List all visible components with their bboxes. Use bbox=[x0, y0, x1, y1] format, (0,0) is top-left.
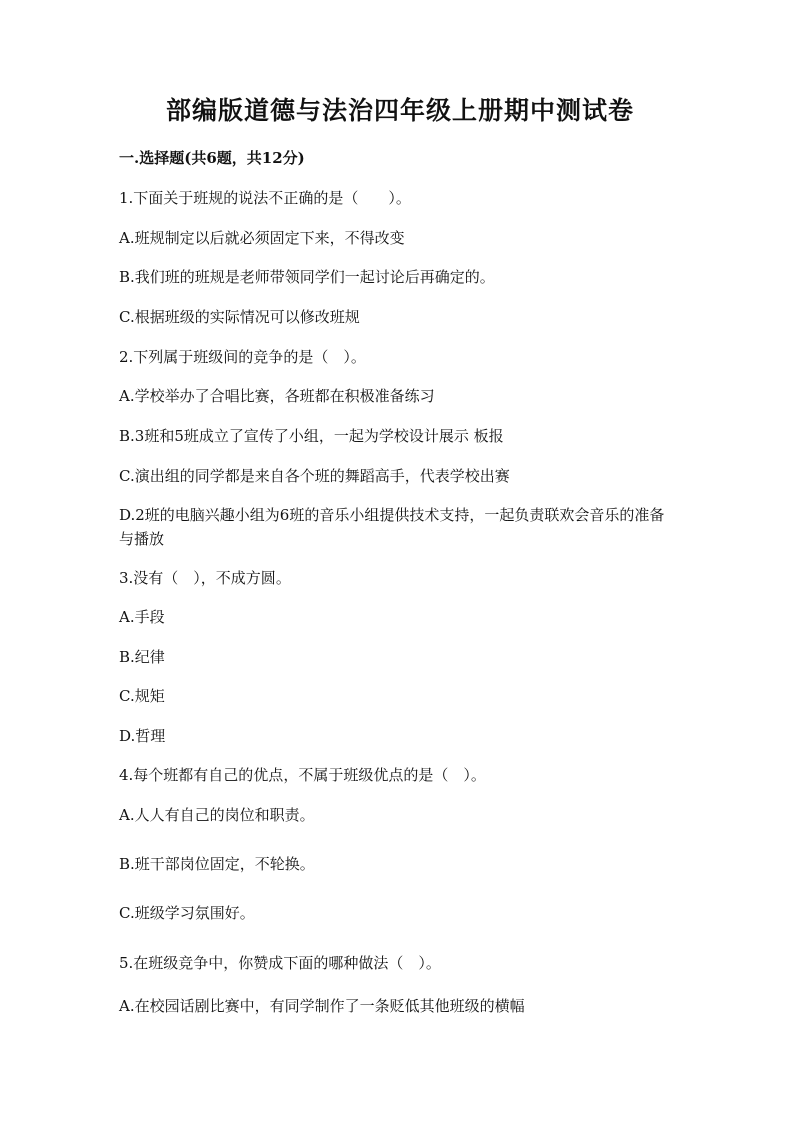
question-3-option-a: A.手段 bbox=[119, 608, 165, 626]
question-3-option-b: B.纪律 bbox=[119, 648, 165, 666]
question-2-option-c: C.演出组的同学都是来自各个班的舞蹈高手，代表学校出赛 bbox=[119, 467, 510, 485]
question-4-stem: 4.每个班都有自己的优点，不属于班级优点的是（ ）。 bbox=[119, 766, 486, 784]
question-2-option-d: D.2班的电脑兴趣小组为6班的音乐小组提供技术支持，一起负责联欢会音乐的准备与播放 bbox=[119, 506, 665, 548]
question-1-stem: 1.下面关于班规的说法不正确的是（ ）。 bbox=[119, 189, 411, 207]
section-heading: 一.选择题(共6题，共12分) bbox=[119, 149, 305, 167]
question-5-stem: 5.在班级竞争中，你赞成下面的哪种做法（ ）。 bbox=[119, 954, 441, 972]
question-4-option-a: A.人人有自己的岗位和职责。 bbox=[119, 806, 315, 824]
question-3-stem: 3.没有（ ），不成方圆。 bbox=[119, 569, 291, 587]
question-1-option-c: C.根据班级的实际情况可以修改班规 bbox=[119, 308, 360, 326]
question-1-option-b: B.我们班的班规是老师带领同学们一起讨论后再确定的。 bbox=[119, 268, 495, 286]
question-4-option-b: B.班干部岗位固定，不轮换。 bbox=[119, 855, 315, 873]
page-title: 部编版道德与法治四年级上册期中测试卷 bbox=[165, 96, 634, 125]
question-3-option-c: C.规矩 bbox=[119, 687, 165, 705]
question-3-option-d: D.哲理 bbox=[119, 727, 166, 745]
question-2-option-b: B.3班和5班成立了宣传了小组，一起为学校设计展示 板报 bbox=[119, 427, 504, 445]
question-1-option-a: A.班规制定以后就必须固定下来，不得改变 bbox=[119, 229, 405, 247]
question-2-option-a: A.学校举办了合唱比赛，各班都在积极准备练习 bbox=[119, 387, 435, 405]
question-2-stem: 2.下列属于班级间的竞争的是（ ）。 bbox=[119, 348, 366, 366]
question-5-option-a: A.在校园话剧比赛中，有同学制作了一条贬低其他班级的横幅 bbox=[119, 997, 525, 1015]
question-4-option-c: C.班级学习氛围好。 bbox=[119, 904, 255, 922]
